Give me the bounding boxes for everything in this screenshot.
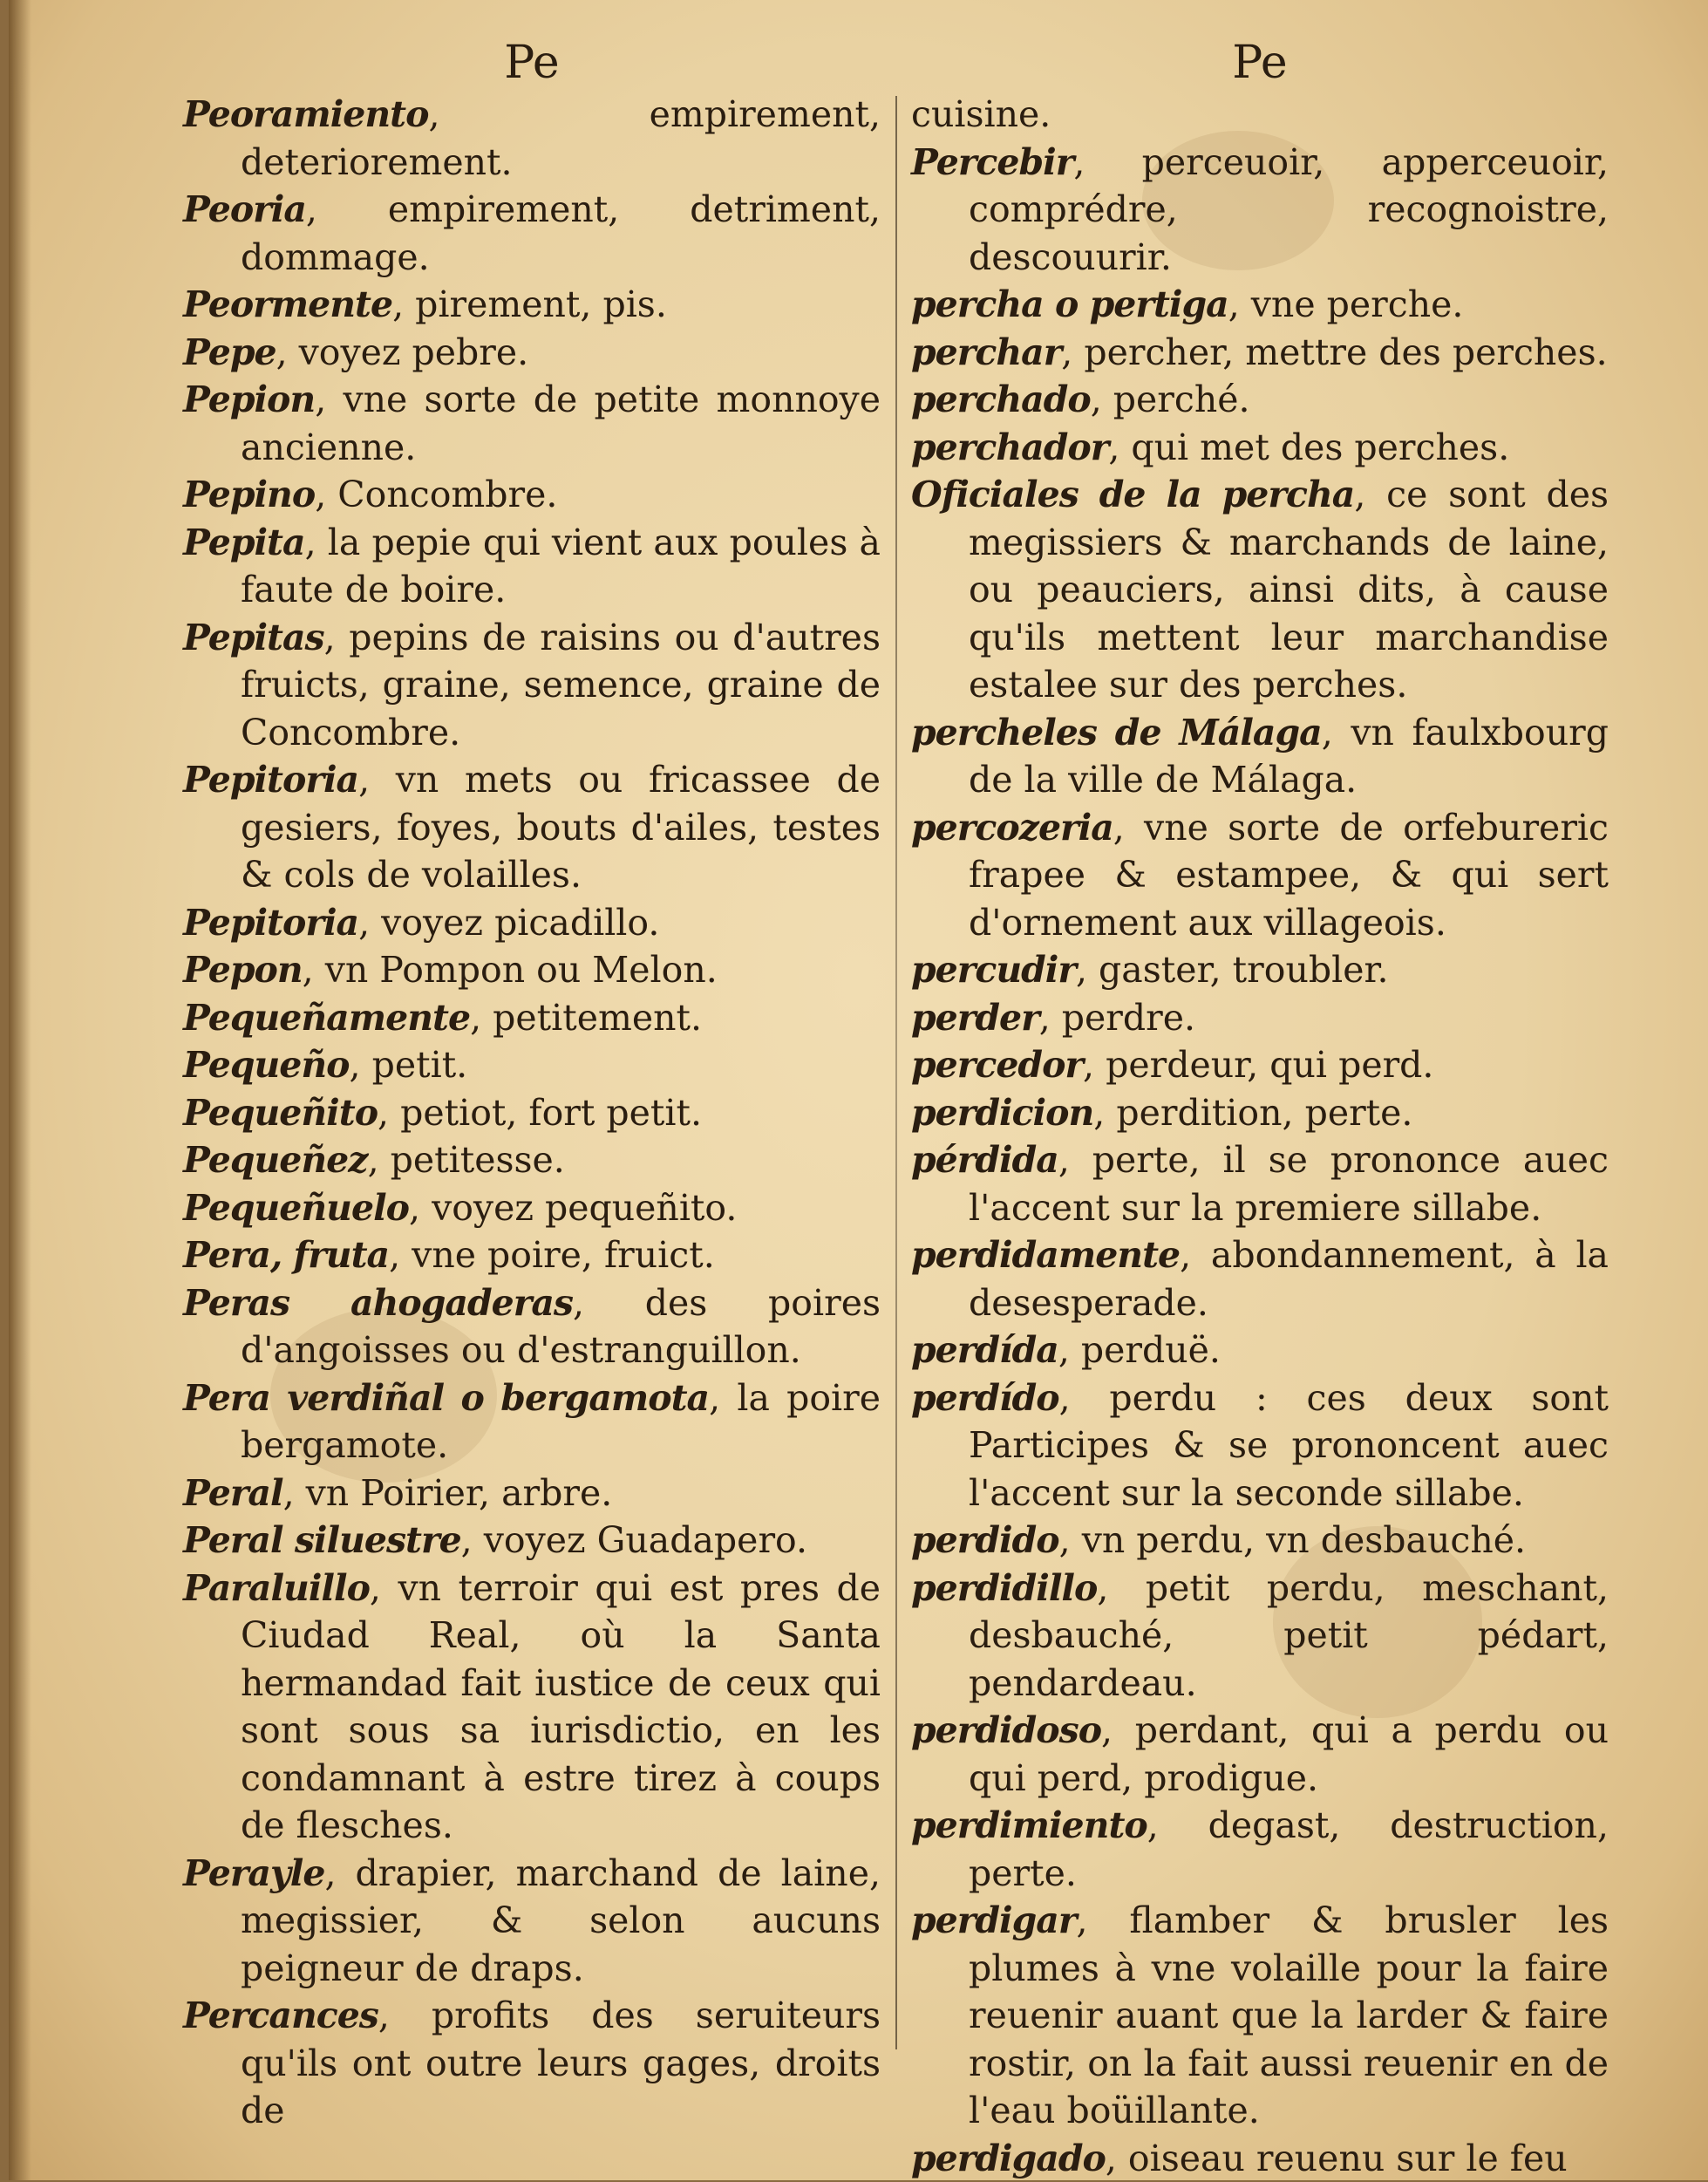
entry-definition: , empirement, detriment, dommage.: [241, 188, 881, 278]
entry-definition: , vn faulxbourg de la ville de Málaga.: [969, 712, 1609, 801]
dictionary-entry: [911, 1565, 1609, 1708]
entry-definition: , perché.: [1091, 378, 1250, 420]
entry-definition: , la pepie qui vient aux poules à faute de boire.: [241, 522, 881, 611]
dictionary-entry: [911, 1517, 1609, 1565]
dictionary-entry: [183, 756, 881, 899]
entry-headword: Pera, fruta: [183, 1234, 389, 1276]
dictionary-entry: [911, 424, 1609, 472]
entry-headword: perchador: [911, 426, 1108, 468]
dictionary-entry: [911, 471, 1609, 709]
dictionary-entry: [911, 709, 1609, 804]
entry-headword: Pepino: [183, 474, 315, 515]
dictionary-entry: [183, 1992, 881, 2135]
entry-definition: , voyez picadillo.: [358, 902, 659, 944]
entry-headword: perdidoso: [911, 1709, 1101, 1751]
left-entries: [183, 91, 881, 2135]
dictionary-entry: [183, 1041, 881, 1089]
entry-definition: , profits des seruiteurs qu'ils ont outre leurs gages, droits de: [241, 1994, 881, 2131]
dictionary-entry: [911, 994, 1609, 1042]
dictionary-entry: [183, 899, 881, 947]
dictionary-entry: [183, 1850, 881, 1993]
entry-definition: , perdeur, qui perd.: [1083, 1044, 1433, 1086]
entry-definition: , vne poire, fruict.: [389, 1234, 715, 1276]
entry-definition: , qui met des perches.: [1108, 426, 1509, 468]
entry-headword: perdidillo: [911, 1567, 1097, 1609]
dictionary-entry: [183, 1374, 881, 1469]
entry-headword: perder: [911, 997, 1039, 1039]
dictionary-entry: [183, 1517, 881, 1565]
entry-definition: , gaster, troubler.: [1076, 949, 1389, 991]
dictionary-entry: [911, 1897, 1609, 2135]
dictionary-entry: [911, 804, 1609, 947]
entry-definition: , perdu : ces deux sont Participes & se prononcent auec l'accent sur la seconde sillabe.: [969, 1377, 1609, 1514]
dictionary-entry: [183, 1565, 881, 1850]
entry-headword: Pequeñito: [183, 1092, 378, 1134]
dictionary-entry: [183, 1136, 881, 1184]
entry-definition: , oiseau reuenu sur le feu: [1106, 2138, 1568, 2179]
entry-headword: Pequeñuelo: [183, 1187, 409, 1229]
entry-definition: , Concombre.: [315, 474, 557, 515]
entry-headword: perdicion: [911, 1092, 1093, 1134]
dictionary-entry: [183, 329, 881, 377]
dictionary-entry: [183, 1184, 881, 1232]
left-column: [183, 35, 881, 2154]
entry-headword: Perayle: [183, 1852, 324, 1894]
entry-definition: , ce sont des megissiers & marchands de laine, ou peauciers, ainsi dits, à cause qu'ils mettent leur marchandise estalee sur des perches.: [969, 474, 1609, 706]
entry-definition: , pepins de raisins ou d'autres fruicts, graine, semence, graine de Concombre.: [241, 617, 881, 753]
entry-definition: , perdre.: [1039, 997, 1195, 1039]
dictionary-entry: [183, 186, 881, 281]
entry-definition: , abondannement, à la desesperade.: [969, 1234, 1609, 1324]
entry-definition: , petit.: [350, 1044, 468, 1086]
entry-headword: Pepita: [183, 522, 305, 563]
page-binding-shadow: [9, 0, 31, 2180]
entry-headword: Pepion: [183, 378, 315, 420]
entry-headword: Pequeñez: [183, 1139, 368, 1181]
entry-headword: Pepitoria: [183, 759, 358, 801]
dictionary-entry: [183, 614, 881, 757]
entry-headword: Pepon: [183, 949, 303, 991]
entry-headword: Peoramiento: [183, 93, 428, 135]
book-page: [9, 0, 1708, 2180]
column-divider: [895, 96, 897, 2049]
entry-headword: perdido: [911, 1519, 1059, 1561]
entry-definition: , vn perdu, vn desbauché.: [1059, 1519, 1526, 1561]
left-running-header: Pe: [183, 35, 881, 91]
entry-definition: , voyez pequeñito.: [409, 1187, 737, 1229]
dictionary-entry: [183, 376, 881, 471]
entry-definition: , perceuoir, apperceuoir, comprédre, recognoistre, descouurir.: [969, 141, 1609, 278]
entry-headword: perdigado: [911, 2138, 1106, 2179]
entry-definition: , pirement, pis.: [392, 283, 667, 325]
entry-headword: perchado: [911, 378, 1091, 420]
dictionary-entry: [911, 1374, 1609, 1517]
dictionary-entry: [911, 1231, 1609, 1326]
entry-definition: , vn terroir qui est pres de Ciudad Real, où la Santa hermandad fait iustice de ceux qui sont sous sa iurisdictio, en les condamnant à estre tirez à coups de flesches.: [241, 1567, 881, 1847]
entry-definition: , degast, destruction, perte.: [969, 1804, 1609, 1894]
dictionary-entry: [911, 2135, 1609, 2182]
entry-definition: , petitement.: [470, 997, 702, 1039]
dictionary-entry: [183, 471, 881, 519]
entry-headword: percozeria: [911, 807, 1113, 849]
entry-headword: Percebir: [911, 141, 1073, 183]
entry-definition: , perdant, qui a perdu ou qui perd, prodigue.: [969, 1709, 1609, 1799]
entry-headword: Percances: [183, 1994, 378, 2036]
entry-definition: , flamber & brusler les plumes à vne volaille pour la faire reuenir auant que la larder & faire rostir, on la fait aussi reuenir en de l'eau boüillante.: [969, 1899, 1609, 2131]
entry-definition: , perdition, perte.: [1093, 1092, 1412, 1134]
dictionary-entry: [911, 1136, 1609, 1231]
entry-definition: , voyez pebre.: [276, 331, 529, 373]
entry-headword: Oficiales de la percha: [911, 474, 1354, 515]
dictionary-entry: [183, 1231, 881, 1279]
dictionary-entry: [183, 946, 881, 994]
entry-headword: percudir: [911, 949, 1076, 991]
right-entries: [911, 91, 1609, 2182]
entry-headword: Pequeñamente: [183, 997, 470, 1039]
entry-headword: Peormente: [183, 283, 392, 325]
dictionary-entry: [911, 1707, 1609, 1802]
entry-definition: , drapier, marchand de laine, megissier, & selon aucuns peigneur de draps.: [241, 1852, 881, 1989]
dictionary-entry: [183, 519, 881, 614]
dictionary-entry: [183, 1469, 881, 1517]
entry-headword: percheles de Málaga: [911, 712, 1322, 753]
entry-headword: perdída: [911, 1329, 1058, 1371]
entry-definition: , perte, il se prononce auec l'accent sur la premiere sillabe.: [969, 1139, 1609, 1229]
entry-headword: percedor: [911, 1044, 1083, 1086]
entry-headword: pérdida: [911, 1139, 1058, 1181]
entry-headword: Pepe: [183, 331, 276, 373]
dictionary-entry: [911, 1802, 1609, 1897]
entry-definition: , des poires d'angoisses ou d'estranguillon.: [241, 1282, 881, 1372]
entry-definition: , voyez Guadapero.: [461, 1519, 807, 1561]
dictionary-entry: [911, 1089, 1609, 1137]
entry-definition: , vne sorte de petite monnoye ancienne.: [241, 378, 881, 468]
entry-definition: , vn Poirier, arbre.: [283, 1472, 613, 1514]
entry-headword: Pequeño: [183, 1044, 350, 1086]
dictionary-entry: [911, 139, 1609, 282]
entry-definition: , la poire bergamote.: [241, 1377, 881, 1467]
dictionary-entry: [183, 1279, 881, 1374]
entry-headword: Peral: [183, 1472, 283, 1514]
entry-headword: perdimiento: [911, 1804, 1147, 1846]
entry-headword: Peral siluestre: [183, 1519, 461, 1561]
dictionary-entry: [911, 329, 1609, 377]
entry-headword: Pepitas: [183, 617, 324, 658]
entry-definition: , vne perche.: [1228, 283, 1464, 325]
entry-headword: Peras ahogaderas: [183, 1282, 573, 1324]
right-running-header: Pe: [911, 35, 1609, 91]
entry-headword: perdído: [911, 1377, 1059, 1419]
right-column: [911, 35, 1609, 2154]
dictionary-entry: [911, 1041, 1609, 1089]
entry-definition: , vn mets ou fricassee de gesiers, foyes, bouts d'ailes, testes & cols de volailles.: [241, 759, 881, 896]
entry-headword: Paraluillo: [183, 1567, 370, 1609]
dictionary-entry: [911, 281, 1609, 329]
entry-definition: cuisine.: [911, 93, 1051, 135]
entry-headword: percha o pertiga: [911, 283, 1228, 325]
dictionary-entry: [911, 91, 1609, 139]
entry-headword: perchar: [911, 331, 1061, 373]
dictionary-entry: [183, 1089, 881, 1137]
dictionary-entry: [911, 1326, 1609, 1374]
entry-headword: perdidamente: [911, 1234, 1180, 1276]
dictionary-entry: [911, 376, 1609, 424]
entry-definition: , petit perdu, meschant, desbauché, petit pédart, pendardeau.: [969, 1567, 1609, 1704]
entry-headword: Pera verdiñal o bergamota: [183, 1377, 709, 1419]
dictionary-entry: [183, 91, 881, 186]
dictionary-entry: [183, 281, 881, 329]
entry-definition: , vn Pompon ou Melon.: [303, 949, 718, 991]
dictionary-entry: [911, 946, 1609, 994]
dictionary-entry: [183, 994, 881, 1042]
entry-definition: , vne sorte de orfebureric frapee & estampee, & qui sert d'ornement aux villageois.: [969, 807, 1609, 944]
entry-definition: , petiot, fort petit.: [378, 1092, 702, 1134]
entry-definition: , percher, mettre des perches.: [1061, 331, 1607, 373]
entry-headword: Peoria: [183, 188, 306, 230]
entry-definition: , empirement, deteriorement.: [241, 93, 881, 183]
entry-headword: perdigar: [911, 1899, 1076, 1941]
entry-definition: , petitesse.: [368, 1139, 565, 1181]
entry-definition: , perduë.: [1058, 1329, 1221, 1371]
entry-headword: Pepitoria: [183, 902, 358, 944]
